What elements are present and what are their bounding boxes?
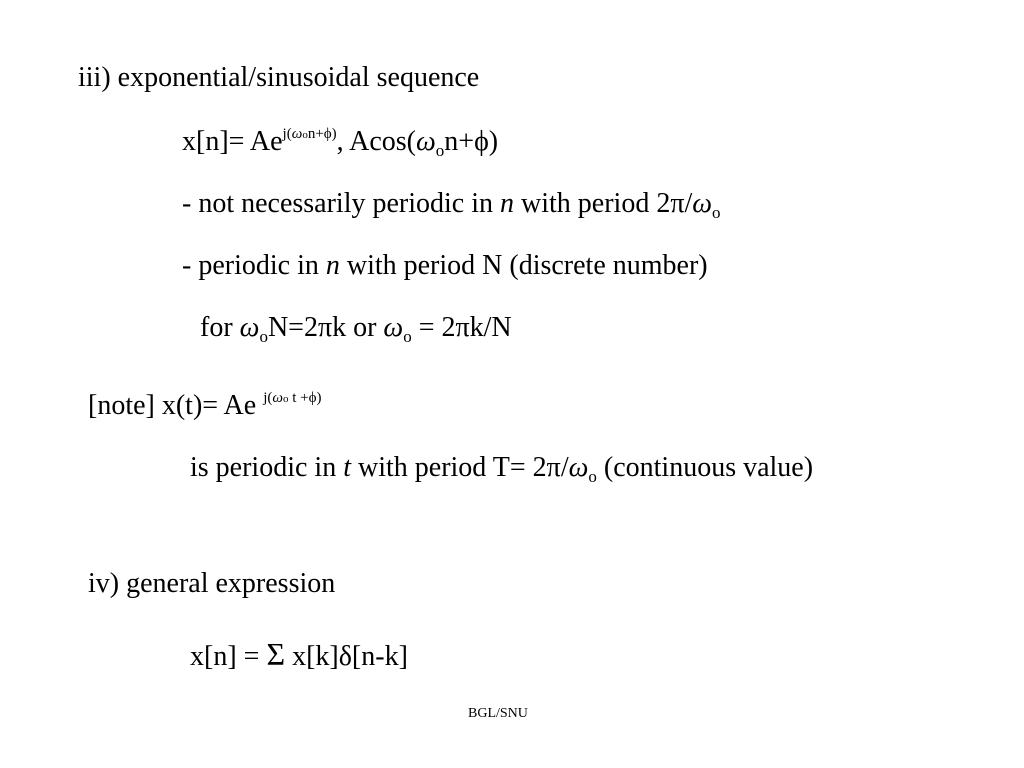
omega-symbol: ω bbox=[416, 126, 436, 157]
omega-subscript: o bbox=[588, 467, 597, 486]
note-formula bbox=[88, 390, 321, 427]
note-t: t bbox=[343, 452, 351, 483]
iv-formula-post: x[k]δ[n-k] bbox=[285, 641, 408, 672]
sigma-symbol: Σ bbox=[266, 636, 286, 672]
note-label: [note] x(t)= Ae bbox=[88, 390, 257, 421]
note-line2-post: (continuous value) bbox=[596, 452, 814, 483]
general-expression-formula bbox=[190, 638, 408, 673]
bullet1-text: - not necessarily periodic in bbox=[182, 188, 501, 219]
note-exponent: j(ωo t +ϕ) bbox=[263, 390, 322, 406]
bullet1-mid: with period 2π/ bbox=[514, 188, 693, 219]
omega-subscript: o bbox=[259, 327, 268, 346]
omega-subscript: o bbox=[403, 327, 412, 346]
bullet1-n: n bbox=[500, 188, 515, 219]
bullet-periodic bbox=[182, 250, 708, 282]
periodicity-condition bbox=[200, 312, 512, 347]
note-line2-mid: with period T= 2π/ bbox=[350, 452, 569, 483]
note-line2-pre: is periodic in bbox=[190, 452, 344, 483]
footer-label: BGL/SNU bbox=[468, 706, 528, 721]
bullet2-post: with period N (discrete number) bbox=[339, 250, 708, 281]
bullet2-text: - periodic in bbox=[182, 250, 326, 281]
omega-symbol: ω bbox=[692, 188, 713, 219]
condition-post: = 2πk/N bbox=[411, 312, 512, 343]
bullet-not-periodic bbox=[182, 188, 721, 223]
bullet2-n: n bbox=[325, 250, 340, 281]
formula-tail: n+ϕ) bbox=[444, 126, 499, 157]
section-iv-heading: iv) general expression bbox=[88, 568, 336, 599]
condition-pre: for bbox=[200, 312, 240, 343]
omega-symbol: ω bbox=[568, 452, 589, 483]
omega-symbol: ω bbox=[239, 312, 260, 343]
iv-formula-pre: x[n] = bbox=[190, 641, 267, 672]
section-iii-heading: iii) exponential/sinusoidal sequence bbox=[78, 62, 480, 93]
formula-exponent: j(ωon+ϕ) bbox=[282, 126, 337, 142]
condition-mid: N=2πk or bbox=[267, 312, 384, 343]
formula-lhs: x[n]= Ae bbox=[182, 126, 283, 157]
omega-subscript: o bbox=[435, 141, 445, 160]
note-periodic bbox=[190, 452, 813, 487]
sequence-formula bbox=[182, 126, 498, 163]
formula-separator: , Acos( bbox=[336, 126, 416, 157]
omega-symbol: ω bbox=[383, 312, 404, 343]
omega-subscript: o bbox=[712, 203, 721, 222]
